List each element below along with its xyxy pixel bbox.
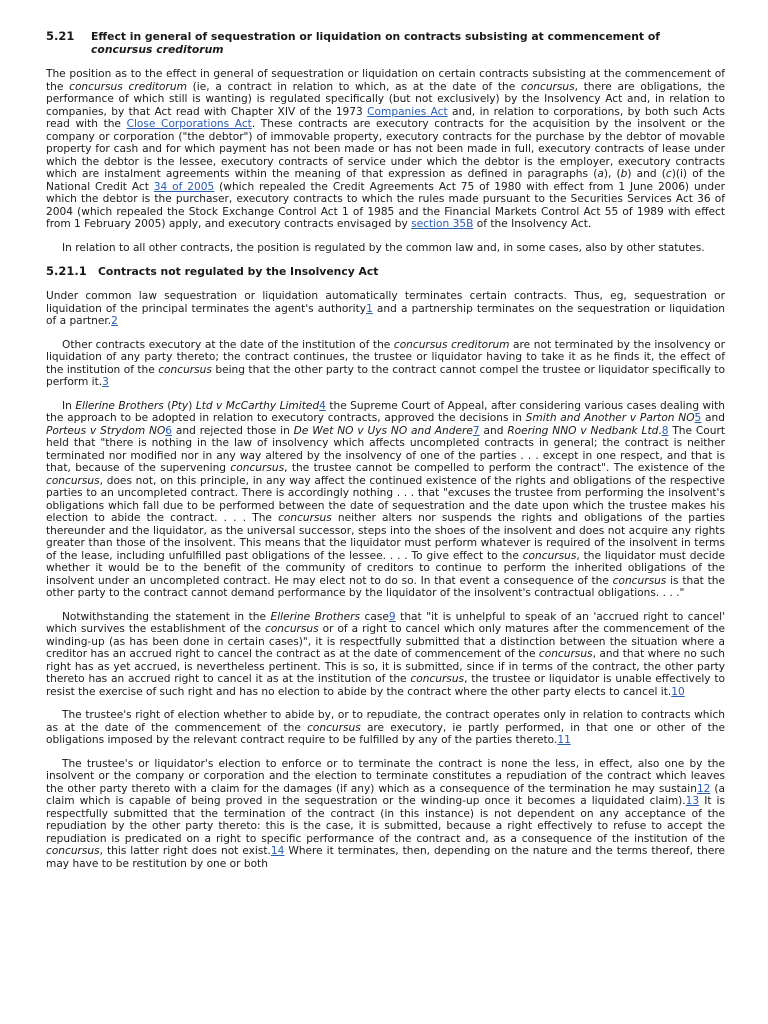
- footnote-link[interactable]: 11: [557, 734, 571, 746]
- paragraph: In Ellerine Brothers (Pty) Ltd v McCarthy Limited4 the Supreme Court of Appeal, after considering various cases dealing with the approach to be adopted in relation to executory contracts, approved the decisions in Smith and Another v Parton NO5 and Porteus v Strydom NO6 and rejected those in De Wet NO v Uys NO and Andere7 and Roering NNO v Nedbank Ltd.8 The Court held that "there is nothing in the law of insolvency which affects uncompleted contracts in general; the contract is neither terminated nor modified nor in any way altered by the insolvency of one of the parties . . . except in one respect, and that is that, because of the supervening concursus, the trustee cannot be compelled to perform the contract". The existence of the concursus, does not, on this principle, in any way affect the continued existence of the rights and obligations of the respective parties to an uncompleted contract. There is accordingly nothing . . . that "excuses the trustee from performing the insolvent's obligations which fall due to be performed between the date of sequestration and the date upon which the trustee makes his election to abide the contract. . . . The concursus neither alters nor suspends the rights and obligations of the parties thereunder and the liquidator, as the universal successor, steps into the shoes of the insolvent and does not acquire any rights greater than those of the insolvent. This means that the liquidator must perform whatever is required of the insolvent in terms of the lease, including unfulfilled past obligations of the lessee. . . . To give effect to the concursus, the liquidator must decide whether it would be to the benefit of the community of creditors to continue to perform the inherited obligations of the insolvent under an uncompleted contract. He may elect not to do so. In that event a consequence of the concursus is that the other party to the contract cannot demand performance by the liquidator of the insolvent's contractual obligations. . . .": [46, 399, 726, 599]
- footnote-link[interactable]: 2: [111, 315, 118, 327]
- subsection-title: Contracts not regulated by the Insolvency Act: [98, 265, 379, 278]
- section-title: Effect in general of sequestration or liquidation on contracts subsisting at commencement of concursus creditorum: [91, 30, 660, 56]
- footnote-link[interactable]: 14: [270, 845, 285, 857]
- paragraph: The trustee's or liquidator's election to enforce or to terminate the contract is none the less, in effect, also one by the insolvent or the company or corporation and the election to terminate constitutes a repudiation of the contract which leaves the other party thereto with a claim for the damages (if any) which as a consequence of the termination he may sustain12 (a claim which is capable of being proved in the sequestration or the winding-up once it becomes a liquidated claim).13 It is respectfully submitted that the termination of the contract (in this instance) is not dependent on any acceptance of the repudiation by the other party thereto: this is the case, it is submitted, because a right effectively to refuse to accept the repudiation is predicated on a right to specific performance of the contract and, as a consequence of the institution of the concursus, this latter right does not exist.14 Where it terminates, then, depending on the nature and the terms thereof, there may have to be restitution by one or both: [46, 757, 726, 870]
- paragraph: Under common law sequestration or liquidation automatically terminates certain contracts. Thus, eg, sequestration or liquidation of the principal terminates the agent's authority1 and a partnership terminates on the sequestration or liquidation of a partner.2: [46, 290, 725, 327]
- footnote-link[interactable]: 7: [472, 424, 480, 437]
- footnote-link[interactable]: 4: [319, 399, 326, 412]
- footnote-link[interactable]: 1: [366, 302, 373, 315]
- companies-act-link[interactable]: Companies Act: [367, 105, 448, 118]
- footnote-link[interactable]: 13: [685, 795, 700, 807]
- footnote-link[interactable]: 10: [671, 685, 685, 698]
- paragraph: The trustee's right of election whether to abide by, or to repudiate, the contract operates only in relation to contracts which as at the date of the commencement of the concursus are executory, ie partly performed, in that one or other of the obligations imposed by the relevant contract require to be fulfilled by any of the parties thereto.11: [46, 709, 725, 746]
- paragraph: The position as to the effect in general of sequestration or liquidation on certain contracts subsisting at the commencement of the concursus creditorum (ie, a contract in relation to which, as at the date of the concursus, there are obligations, the performance of which still is wanting) is regulated specifically (but not exclusively) by the Insolvency Act and, in relation to companies, by that Act read with Chapter XIV of the 1973 Companies Act and, in relation to corporations, by both such Acts read with the Close Corporations Act. These contracts are executory contracts for the acquisition by the insolvent or the company or corporation ("the debtor") of immovable property, executory contracts for the purchase by the debtor of movable property for cash and for which payment has not been made or has not been made in full, executory contracts of lease under which the debtor is the lessee, executory contracts of service under which the debtor is the employer, executory contracts which are instalment agreements within the meaning of that expression as defined in paragraphs (a), (b) and (c)(i) of the National Credit Act 34 of 2005 (which repealed the Credit Agreements Act 75 of 1980 with effect from 1 June 2006) under which the debtor is the purchaser, executory contracts to which the rules made pursuant to the Securities Services Act 36 of 2004 (which repealed the Stock Exchange Control Act 1 of 1985 and the Financial Markets Control Act 55 of 1989 with effect from 1 February 2005) apply, and executory contracts envisaged by section 35B of the Insolvency Act.: [46, 68, 726, 230]
- paragraph: Notwithstanding the statement in the Ellerine Brothers case9 that "it is unhelpful to speak of an 'accrued right to cancel' which survives the establishment of the concursus or of a right to cancel which only matures after the commencement of the winding-up (as has been done in certain cases)", it is respectfully submitted that a distinction between the situation where a creditor has an accrued right to cancel the contract as at the date of commencement of the concursus, and that where no such right has as yet accrued, is nevertheless pertinent. This is so, it is submitted, since if in terms of the contract, the other party thereto has an accrued right to cancel it as at the institution of the concursus, the trustee or liquidator is unable effectively to resist the exercise of such right and has no election to abide by the contract where the other party elects to cancel it.10: [46, 610, 725, 698]
- close-corporations-act-link[interactable]: Close Corporations Act: [126, 118, 252, 130]
- footnote-link[interactable]: 5: [694, 412, 702, 424]
- footnote-link[interactable]: 6: [165, 424, 173, 437]
- footnote-link[interactable]: 9: [388, 610, 396, 623]
- subsection-heading: [46, 265, 725, 278]
- footnote-link[interactable]: 12: [696, 782, 711, 795]
- footnote-link[interactable]: 3: [102, 376, 109, 388]
- paragraph: In relation to all other contracts, the position is regulated by the common law and, in some cases, also by other statutes.: [62, 241, 705, 254]
- paragraph: Other contracts executory at the date of the institution of the concursus creditorum are not terminated by the insolvency or liquidation of any party thereto; the contract continues, the trustee or liquidator having to take it as he finds it, the effect of the institution of the concursus being that the other party to the contract cannot compel the trustee or liquidator specifically to perform it.3: [46, 338, 726, 388]
- section-heading: [46, 30, 725, 56]
- subsection-number: 5.21.1: [46, 264, 87, 278]
- footnote-link[interactable]: 8: [661, 424, 669, 437]
- section-number: 5.21: [46, 29, 75, 43]
- section-35b-link[interactable]: section 35B: [411, 218, 474, 230]
- act-34-2005-link[interactable]: 34 of 2005: [153, 180, 215, 193]
